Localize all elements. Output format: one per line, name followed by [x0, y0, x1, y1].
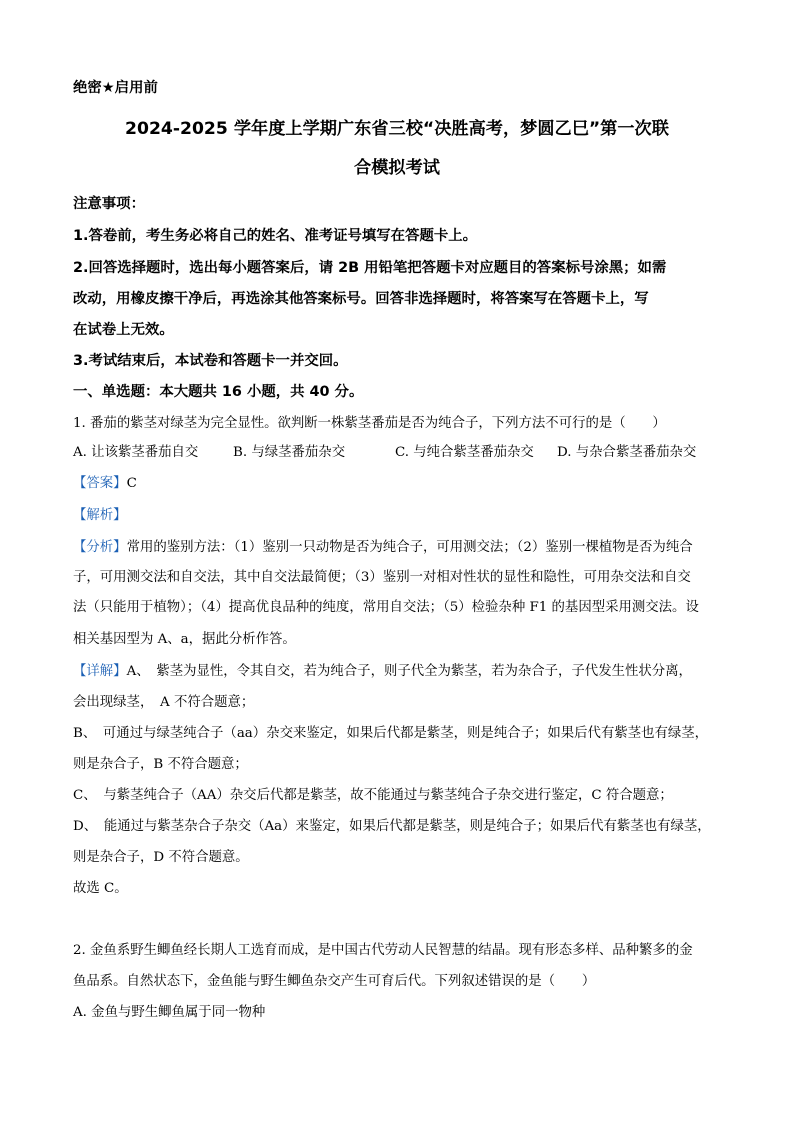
xiangjie-tag: 【详解】: [73, 664, 127, 679]
note-item-2-line3: 在试卷上无效。: [73, 322, 174, 338]
xiangjie-line-c1: C、 与紫茎纯合子（AA）杂交后代都是紫茎，故不能通过与紫茎纯合子杂交进行鉴定，C 符合题意；: [73, 788, 673, 803]
note-item-3: 3.考试结束后，本试卷和答题卡一并交回。: [73, 353, 348, 369]
exam-title-line1: 2024-2025 学年度上学期广东省三校“决胜高考，梦圆乙巳”第一次联: [125, 119, 669, 139]
answer-tag: 【答案】: [73, 476, 127, 491]
question-1-option-c: C. 与纯合紫茎番茄杂交: [395, 445, 534, 460]
fenxi-line-3: 法（只能用于植物）；（4）提高优良品种的纯度，常用自交法；（5）检验杂种 F1 的基因型采用测交法。设: [73, 600, 699, 615]
xiangjie-line-a2: 会出现绿茎， A 不符合题意；: [73, 695, 255, 710]
answer-value: C: [126, 476, 137, 491]
fenxi-text-1: 常用的鉴别方法：（1）鉴别一只动物是否为纯合子，可用测交法；（2）鉴别一棵植物是否为纯合: [126, 540, 693, 555]
fenxi-line-2: 子，可用测交法和自交法，其中自交法最简便；（3）鉴别一对相对性状的显性和隐性，可用杂交法和自交: [73, 570, 691, 585]
question-1-option-b: B. 与绿茎番茄杂交: [233, 445, 346, 460]
question-1-option-d: D. 与杂合紫茎番茄杂交: [557, 445, 697, 460]
xiangjie-line-d2: 则是杂合子，D 不符合题意。: [73, 850, 249, 865]
answer-row: [73, 476, 137, 492]
analysis-tag: 【解析】: [73, 508, 127, 523]
fenxi-line-4: 相关基因型为 A、a，据此分析作答。: [73, 632, 296, 647]
question-2-option-a: A. 金鱼与野生鲫鱼属于同一物种: [73, 1005, 266, 1020]
note-item-1: 1.答卷前，考生务必将自己的姓名、准考证号填写在答题卡上。: [73, 228, 478, 244]
exam-title-line2: 合模拟考试: [354, 158, 440, 178]
secret-mark: 绝密★启用前: [73, 80, 158, 96]
note-item-2-line2: 改动，用橡皮擦干净后，再选涂其他答案标号。回答非选择题时，将答案写在答题卡上，写: [73, 291, 649, 307]
xiangjie-line-d1: D、 能通过与紫茎杂合子杂交（Aa）来鉴定，如果后代都是紫茎，则是纯合子；如果后代有紫茎也有绿茎，: [73, 819, 711, 834]
question-1-stem: 1. 番茄的紫茎对绿茎为完全显性。欲判断一株紫茎番茄是否为纯合子，下列方法不可行的是（ ）: [73, 416, 666, 431]
notes-heading: 注意事项：: [73, 196, 145, 212]
fenxi-tag: 【分析】: [73, 540, 127, 555]
conclusion: 故选 C。: [73, 881, 128, 896]
section-heading: 一、单选题：本大题共 16 小题，共 40 分。: [73, 384, 364, 400]
fenxi-line-1: [73, 540, 693, 556]
xiangjie-text-a1: A、 紫茎为显性，令其自交，若为纯合子，则子代全为紫茎，若为杂合子，子代发生性状分离，: [126, 664, 692, 679]
question-2-stem-line2: 鱼品系。自然状态下，金鱼能与野生鲫鱼杂交产生可育后代。下列叙述错误的是（ ）: [73, 974, 596, 989]
note-item-2-line1: 2.回答选择题时，选出每小题答案后，请 2B 用铅笔把答题卡对应题目的答案标号涂黑；如需: [73, 260, 667, 276]
question-1-option-a: A. 让该紫茎番茄自交: [73, 445, 199, 460]
xiangjie-line-b2: 则是杂合子，B 不符合题意；: [73, 757, 248, 772]
xiangjie-line-a1: [73, 664, 692, 680]
xiangjie-line-b1: B、 可通过与绿茎纯合子（aa）杂交来鉴定，如果后代都是紫茎，则是纯合子；如果后代有紫茎也有绿茎，: [73, 726, 709, 741]
question-2-stem-line1: 2. 金鱼系野生鲫鱼经长期人工选育而成，是中国古代劳动人民智慧的结晶。现有形态多样、品种繁多的金: [73, 943, 693, 958]
